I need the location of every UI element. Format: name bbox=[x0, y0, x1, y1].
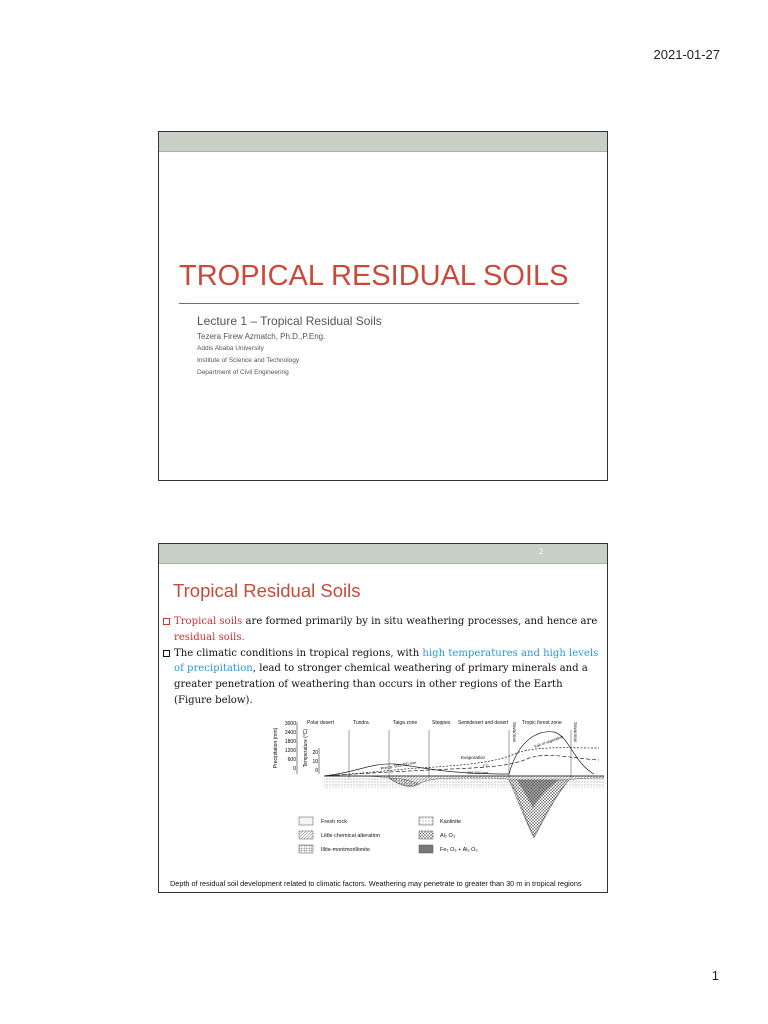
slide-title: Tropical Residual Soils bbox=[173, 580, 361, 601]
figure-caption: Depth of residual soil development related to climatic factors. Weathering may penetrate to greater than 30 m in tropical regions bbox=[170, 879, 582, 888]
highlight-text: Tropical soils bbox=[174, 616, 243, 627]
bullet-item bbox=[163, 614, 603, 646]
legend-label: Al₂ O₃ bbox=[440, 833, 456, 839]
slide-number: 2 bbox=[539, 547, 543, 556]
tick-label: 2400 bbox=[284, 730, 296, 736]
slide-header-bar bbox=[159, 132, 607, 152]
bullet-text: The climatic conditions in tropical regions, with bbox=[174, 647, 423, 659]
curve-label: 100-200 mm bbox=[467, 771, 489, 775]
legend-label: Illite-montmorillonite bbox=[321, 847, 370, 853]
legend-label: Kaolinite bbox=[440, 819, 462, 825]
figure-legend bbox=[299, 817, 478, 853]
checkbox-bullet-icon bbox=[163, 618, 170, 625]
bullet-item bbox=[163, 646, 603, 709]
affiliation-department: Department of Civil Engineering bbox=[197, 369, 289, 376]
tick-label: 600 bbox=[287, 757, 296, 763]
zone-label: Polar desert bbox=[307, 720, 334, 726]
curve-label: Fall of vegetation bbox=[533, 733, 564, 749]
zone-label: Steppes bbox=[432, 720, 451, 726]
curve-label: Precip. 500-700 mm bbox=[380, 759, 417, 771]
tick-label: 1800 bbox=[284, 739, 296, 745]
zone-label: Savannas bbox=[573, 722, 578, 743]
affiliation-university: Addis Ababa University bbox=[197, 345, 264, 352]
highlight-text: high temperatures and high levels of precipitation bbox=[174, 647, 599, 675]
bullet-text: are formed primarily by in situ weathering processes, and hence are bbox=[242, 616, 598, 627]
temp-axis-label: Temperature (°C) bbox=[303, 728, 309, 768]
highlight-text: residual soils. bbox=[174, 631, 245, 643]
tick-label: 20 bbox=[312, 750, 318, 756]
temp-axis bbox=[303, 728, 319, 774]
checkbox-bullet-icon bbox=[163, 650, 170, 657]
curve-label: t°C bbox=[483, 763, 489, 768]
affiliation-institute: Institute of Science and Technology bbox=[197, 357, 300, 364]
zone-label: Semidesert and desert bbox=[458, 720, 509, 726]
zone-labels bbox=[307, 720, 578, 743]
slide-2 bbox=[158, 543, 608, 893]
slide-body bbox=[163, 614, 603, 709]
slide-subtitle: Lecture 1 – Tropical Residual Soils bbox=[197, 314, 382, 328]
slide-title: TROPICAL RESIDUAL SOILS bbox=[179, 260, 569, 292]
precip-axis bbox=[273, 721, 297, 774]
tick-label: 10 bbox=[312, 759, 318, 765]
zone-label: Taiga zone bbox=[393, 720, 418, 726]
tick-label: 0 bbox=[315, 768, 318, 774]
page-number: 1 bbox=[711, 968, 719, 983]
page-date: 2021-01-27 bbox=[653, 47, 720, 62]
tick-label: 1200 bbox=[284, 748, 296, 754]
legend-label: Fe₂ O₃ + Al₂ O₃ bbox=[440, 847, 478, 853]
zone-label: Tropic forest zone bbox=[522, 720, 562, 726]
curve-label: Evaporation bbox=[461, 755, 486, 760]
legend-label: Little chemical alteration bbox=[321, 833, 381, 839]
tick-label: 0 bbox=[293, 766, 296, 772]
precip-axis-label: Precipitation (mm) bbox=[273, 727, 279, 769]
soil-profile bbox=[324, 776, 604, 838]
bullet-text: , lead to stronger chemical weathering of primary minerals and a greater penetration of weathering than occurs in other regions of the Earth (Figure below). bbox=[174, 663, 588, 706]
slide-1 bbox=[158, 131, 608, 481]
title-divider bbox=[179, 303, 579, 304]
tick-label: 3000 bbox=[284, 721, 296, 727]
legend-label: Fresh rock bbox=[321, 819, 347, 825]
zone-label: Savannas bbox=[512, 722, 517, 743]
zone-label: Tundra bbox=[353, 720, 369, 726]
author-name: Tezera Firew Azmatch, Ph.D.,P.Eng. bbox=[197, 332, 326, 341]
slide-header-bar bbox=[159, 544, 607, 564]
weathering-profile-figure bbox=[269, 718, 604, 880]
